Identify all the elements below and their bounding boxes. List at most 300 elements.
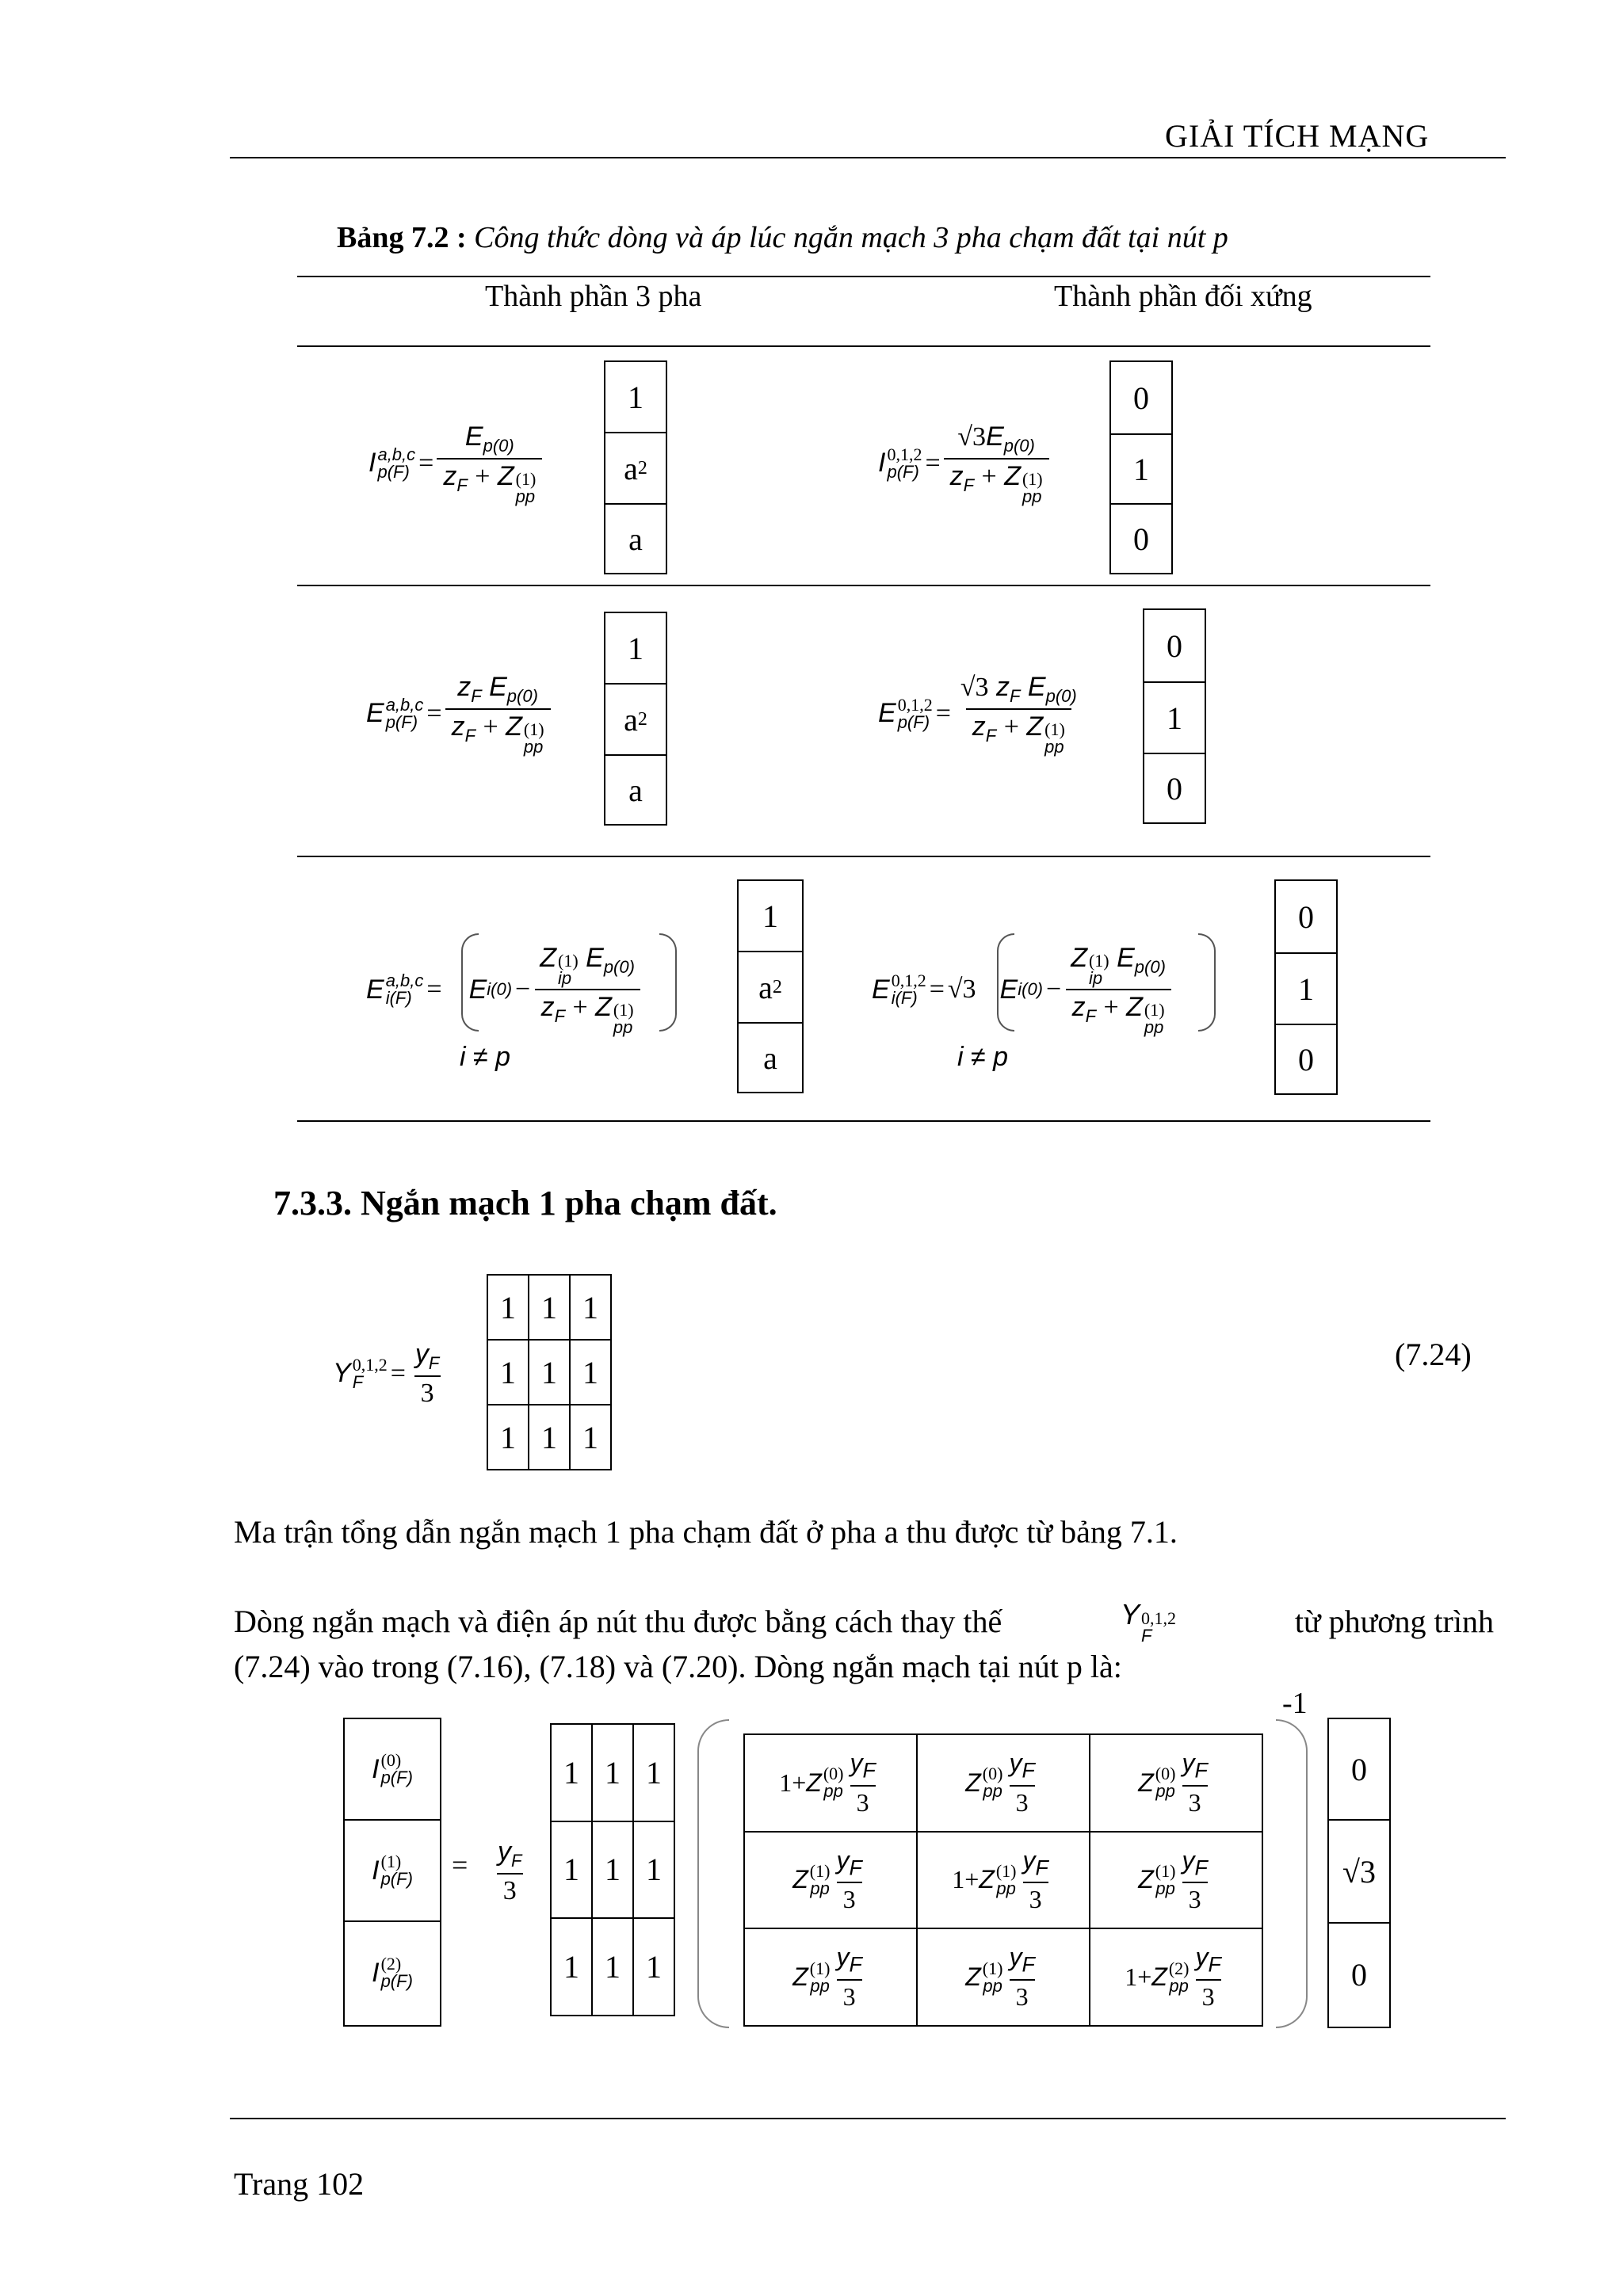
- table-caption-label: Bảng 7.2 :: [337, 221, 467, 254]
- matrix-cell: [744, 1832, 917, 1929]
- eq: =: [418, 448, 434, 478]
- sub-pp: pp: [1144, 1017, 1164, 1037]
- matrix-cell: [917, 1832, 1090, 1929]
- sup-1: (1): [1044, 719, 1065, 739]
- matrix-cell: 1: [592, 1918, 633, 2016]
- sub-F: F: [1208, 1952, 1221, 1977]
- vector-cell: 1: [1276, 954, 1336, 1025]
- left-paren: [461, 933, 479, 1032]
- sup-1: (1): [1088, 951, 1109, 971]
- matrix-cell: 1: [633, 1821, 674, 1919]
- matrix-cell: [1090, 1734, 1262, 1832]
- vector-cell: 0: [1276, 881, 1336, 954]
- sup-abc: a,b,c: [385, 971, 424, 990]
- numerator: [491, 1836, 528, 1873]
- matrix-cell: 1: [529, 1340, 570, 1405]
- sub-F: F: [471, 685, 482, 706]
- one-plus: 1+: [1125, 1962, 1152, 1992]
- sup-012: 0,1,2: [887, 444, 922, 464]
- right-paren: [1198, 933, 1216, 1032]
- sub-i0: i(0): [1018, 979, 1044, 999]
- sub-pp: pp: [810, 1975, 830, 1996]
- plus: +: [475, 461, 491, 491]
- sup-1: (1): [995, 1860, 1017, 1881]
- sub-ip: ip: [558, 968, 572, 988]
- sym-Z: Z: [965, 1962, 981, 1992]
- sup-sub-stack: [1169, 1960, 1190, 1995]
- sup-0: (0): [1155, 1764, 1176, 1784]
- sym-Y: Y: [333, 1358, 351, 1389]
- paragraph-text: từ phương trình: [1294, 1604, 1494, 1639]
- sup-sub-stack: [1155, 1860, 1176, 1898]
- sub-pp: pp: [515, 486, 536, 506]
- plus: +: [483, 711, 498, 742]
- vector-cell-a2: a 2: [605, 685, 666, 756]
- numerator: [954, 672, 1083, 708]
- vector-sym-sqrt3: [1327, 1718, 1391, 2028]
- formula-E-012-pF: [878, 672, 1083, 756]
- numerator: [459, 421, 521, 458]
- paragraph-text: Dòng ngắn mạch và điện áp nút thu được bằng cách thay thế: [234, 1604, 1002, 1639]
- numerator: [1189, 1943, 1227, 1978]
- matrix-cell: [917, 1734, 1090, 1832]
- sup-abc: a,b,c: [377, 444, 416, 464]
- vector-cell: 0: [1111, 362, 1171, 435]
- sym-y: y: [1009, 1943, 1022, 1972]
- numerator: [1016, 1846, 1054, 1882]
- formula-E-abc-iF: [366, 943, 641, 1036]
- sub-F: F: [963, 475, 975, 495]
- sup-sub-stack: [381, 1955, 413, 1990]
- minus: −: [515, 974, 531, 1004]
- eq: =: [390, 1358, 406, 1388]
- sub-pp: pp: [613, 1017, 633, 1037]
- formula-I-012-pF: [878, 421, 1049, 505]
- matrix-cell: 1: [487, 1275, 529, 1340]
- sub-pp: pp: [1155, 1878, 1175, 1898]
- fraction-yF-3: [491, 1836, 528, 1906]
- condition-i-ne-p: i ≠ p: [957, 1042, 1009, 1072]
- sym-Y: Y: [1121, 1598, 1140, 1630]
- vector-cell: 0: [1351, 1956, 1367, 1993]
- vector-cell: 0: [1167, 770, 1182, 807]
- formula-E-abc-pF: [366, 672, 551, 756]
- vector-cell: 0: [1144, 610, 1205, 683]
- sym-Z: Z: [806, 1768, 822, 1797]
- sub-p0: p(0): [1045, 685, 1077, 706]
- sym-Z: Z: [979, 1865, 995, 1894]
- plus: +: [981, 461, 997, 491]
- sub-F: F: [1085, 1005, 1097, 1026]
- vector-cell: a: [763, 1039, 777, 1076]
- sup-1: (1): [380, 1852, 402, 1871]
- right-paren: [659, 933, 677, 1032]
- row-rule: [297, 585, 1430, 586]
- one-plus: 1+: [779, 1768, 807, 1797]
- sup-1: (1): [982, 1958, 1003, 1978]
- denominator: 3: [1196, 1979, 1221, 2012]
- sub-F: F: [1194, 1758, 1208, 1783]
- numerator: [843, 1749, 881, 1784]
- sup-sub-stack: [995, 1860, 1017, 1898]
- vector-cell: [345, 1922, 440, 2023]
- col-header-symmetric: Thành phần đối xứng: [1054, 280, 1312, 313]
- denominator: 3: [1010, 1785, 1035, 1817]
- equation-number: (7.24): [1395, 1337, 1472, 1372]
- sub-pp: pp: [1169, 1975, 1189, 1996]
- sub-F: F: [1141, 1626, 1152, 1646]
- fraction: [1175, 1846, 1213, 1914]
- vector-sym: [1143, 608, 1206, 824]
- denominator: 3: [850, 1785, 876, 1817]
- eq: =: [426, 698, 442, 728]
- vector-cell: 1: [605, 613, 666, 685]
- fraction: [843, 1749, 881, 1817]
- fraction: [409, 1339, 445, 1409]
- paragraph: [234, 1598, 1494, 1645]
- numerator: [951, 421, 1041, 458]
- sym-z: z: [949, 460, 964, 491]
- sub-pp: pp: [523, 736, 544, 757]
- sym-y: y: [850, 1749, 863, 1778]
- numerator: [830, 1846, 868, 1882]
- denominator: 3: [497, 1873, 523, 1906]
- matrix-cell: 1: [633, 1918, 674, 2016]
- sup-2: (2): [1168, 1958, 1190, 1978]
- inline-Y-F: [1121, 1598, 1176, 1645]
- numerator: [830, 1943, 868, 1978]
- paragraph: Ma trận tổng dẫn ngắn mạch 1 pha chạm đất ở pha a thu được từ bảng 7.1.: [234, 1514, 1178, 1550]
- sup-2: (2): [380, 1954, 402, 1974]
- denominator: 3: [1182, 1882, 1208, 1914]
- sym-E: E: [464, 421, 483, 452]
- sym-I: I: [878, 448, 886, 479]
- vector-cell: 1: [605, 362, 666, 433]
- matrix-cell: 1: [551, 1918, 592, 2016]
- fraction: [1002, 1943, 1041, 2011]
- sym-y: y: [1022, 1845, 1036, 1875]
- matrix-cell: 1: [529, 1405, 570, 1470]
- vector-abc: [604, 612, 667, 826]
- fraction: [1002, 1749, 1041, 1817]
- sup-sub-stack: [810, 1960, 831, 1995]
- matrix-cell: [1090, 1928, 1262, 2026]
- sub-F: F: [511, 1850, 522, 1871]
- sym-Z: Z: [540, 943, 557, 973]
- sup-sub-stack: [1022, 468, 1043, 506]
- sup-1: (1): [558, 951, 579, 971]
- fraction: [445, 672, 551, 756]
- sup-sub-stack: [386, 972, 424, 1007]
- sup-sub-stack: [353, 1356, 388, 1391]
- sub-F: F: [849, 1855, 862, 1880]
- denominator: 3: [837, 1882, 862, 1914]
- sub-pF: p(F): [377, 461, 410, 482]
- sub-pp: pp: [1155, 1781, 1175, 1802]
- vector-cell: 0: [1133, 521, 1149, 557]
- vector-cell: 1: [1111, 435, 1171, 505]
- sym-E: E: [586, 943, 604, 973]
- sub-F: F: [464, 725, 476, 746]
- sup-sub-stack: [1155, 1765, 1176, 1800]
- sym-y: y: [1009, 1749, 1022, 1778]
- sup-1: (1): [523, 719, 544, 739]
- sup-1: (1): [515, 468, 537, 489]
- sub-pp: pp: [983, 1781, 1002, 1802]
- big-right-paren: [1276, 1719, 1308, 2028]
- sym-Z: Z: [1151, 1962, 1167, 1992]
- sub-pp: pp: [996, 1878, 1016, 1898]
- running-header: GIẢI TÍCH MẠNG: [1165, 118, 1430, 154]
- sup-sub-stack: [898, 696, 933, 731]
- denominator: [437, 458, 542, 505]
- sub-ip: ip: [1088, 968, 1103, 988]
- sym-Z: Z: [792, 1962, 808, 1992]
- sup-0: (0): [982, 1764, 1003, 1784]
- table-header-rule: [297, 345, 1430, 347]
- matrix-cell: 1: [570, 1275, 611, 1340]
- sup-sub-stack: [524, 721, 544, 756]
- header-rule: [230, 157, 1506, 158]
- col-header-three-phase: Thành phần 3 pha: [485, 280, 702, 313]
- vector-cell-a2: a 2: [605, 433, 666, 505]
- paragraph: (7.24) vào trong (7.16), (7.18) và (7.20). Dòng ngắn mạch tại nút p là:: [234, 1649, 1122, 1684]
- sym-I: I: [372, 1957, 380, 1988]
- sym-y: y: [1182, 1749, 1195, 1778]
- sup-sub-stack: [809, 1860, 831, 1898]
- sub-F: F: [1022, 1758, 1035, 1783]
- sqrt3: √3: [957, 422, 987, 452]
- matrix-cell: 1: [633, 1724, 674, 1821]
- current-vector: [343, 1718, 441, 2027]
- eq: =: [929, 974, 945, 1004]
- denominator: [1066, 989, 1171, 1036]
- sup-1: (1): [1022, 468, 1043, 489]
- fraction: [491, 1836, 528, 1906]
- sup-012: 0,1,2: [352, 1354, 388, 1375]
- numerator: [1175, 1749, 1213, 1784]
- ones-matrix: [487, 1274, 612, 1470]
- vector-cell: a: [628, 521, 643, 557]
- sup-0: (0): [823, 1764, 844, 1784]
- sym-z: z: [457, 672, 472, 702]
- sup-sub-stack: [1144, 1001, 1165, 1036]
- sup-sub-stack: [983, 1960, 1003, 1995]
- sub-F: F: [1035, 1855, 1048, 1880]
- sym-Z: Z: [965, 1768, 981, 1797]
- formula-E-012-iF: [872, 943, 1172, 1036]
- numerator: [533, 943, 641, 989]
- fraction: [437, 421, 542, 505]
- fraction: [1064, 943, 1172, 1036]
- sym-E: E: [1027, 672, 1046, 702]
- sub-F: F: [1194, 1855, 1208, 1880]
- sym-z: z: [1071, 992, 1086, 1022]
- sub-F: F: [428, 1352, 440, 1373]
- matrix-cell: [744, 1734, 917, 1832]
- sym-Z: Z: [1126, 992, 1143, 1022]
- sub-F: F: [352, 1371, 364, 1392]
- sup-sub-stack: [515, 468, 537, 506]
- sup-abc: a,b,c: [385, 694, 424, 715]
- denominator: [944, 458, 1049, 505]
- sym-z: z: [451, 711, 465, 742]
- formula-Y-F: [333, 1339, 445, 1409]
- vector-cell-a2: a 2: [739, 952, 802, 1024]
- sym-Z: Z: [595, 992, 612, 1022]
- sup-sub-stack: [386, 696, 424, 731]
- footer-rule: [230, 2118, 1506, 2119]
- denominator: [445, 708, 551, 756]
- sym-y: y: [1182, 1845, 1195, 1875]
- sym-E: E: [366, 974, 384, 1005]
- fraction: [830, 1943, 868, 2011]
- sym-Z: Z: [1138, 1768, 1154, 1797]
- sup-sub-stack: [823, 1765, 844, 1800]
- matrix-cell: 1: [592, 1821, 633, 1919]
- row-rule: [297, 856, 1430, 857]
- sub-iF: i(F): [385, 988, 412, 1008]
- sup-sub-stack: [1089, 952, 1109, 987]
- sym-y: y: [414, 1339, 429, 1369]
- sup-sub-stack: [1141, 1610, 1176, 1645]
- sup-sub-stack: [558, 952, 579, 987]
- sub-pF: p(F): [385, 711, 418, 732]
- sym-Z: Z: [792, 1865, 808, 1894]
- sup-sub-stack: [377, 446, 415, 481]
- fraction: [1016, 1846, 1054, 1914]
- plus: +: [1003, 711, 1019, 742]
- sym-Z: Z: [506, 711, 522, 742]
- sym-Z: Z: [497, 460, 514, 491]
- sub-F: F: [862, 1758, 876, 1783]
- sup-sub-stack: [381, 1853, 413, 1888]
- sup-012: 0,1,2: [897, 694, 933, 715]
- sym-y: y: [498, 1836, 511, 1867]
- fraction: [830, 1846, 868, 1914]
- sub-i0: i(0): [487, 979, 513, 999]
- sup-sub-stack: [613, 1001, 634, 1036]
- fraction: [954, 672, 1083, 756]
- vector-abc: [604, 360, 667, 574]
- matrix-cell: 1: [551, 1724, 592, 1821]
- table-caption-text: Công thức dòng và áp lúc ngắn mạch 3 pha chạm đất tại nút p: [474, 221, 1228, 254]
- matrix-cell: 1: [570, 1340, 611, 1405]
- vector-sym: [1274, 879, 1338, 1095]
- matrix-cell: 1: [551, 1821, 592, 1919]
- sqrt3: √3: [960, 673, 989, 702]
- page-number: Trang 102: [234, 2166, 365, 2202]
- sub-F: F: [985, 725, 997, 746]
- sub-p0: p(0): [1003, 435, 1035, 456]
- vector-cell: 1: [739, 881, 802, 952]
- denominator: [535, 989, 640, 1036]
- vector-cell: 0: [1329, 1719, 1389, 1821]
- sup-sub-stack: [983, 1765, 1003, 1800]
- matrix-cell: 1: [487, 1405, 529, 1470]
- plus: +: [1103, 993, 1119, 1022]
- sym-z: z: [996, 672, 1010, 702]
- inverse-exponent: -1: [1282, 1687, 1308, 1720]
- sup-sub-stack: [381, 1752, 413, 1787]
- sub-p0: p(0): [506, 685, 538, 706]
- sym-z: z: [540, 992, 555, 1022]
- numerator: [1002, 1943, 1041, 1978]
- sqrt3: √3: [947, 974, 976, 1004]
- sym-z: z: [443, 460, 457, 491]
- sym-E: E: [986, 421, 1004, 452]
- sub-F: F: [1022, 1952, 1035, 1977]
- vector-cell: [345, 1719, 440, 1821]
- fraction: [1175, 1749, 1213, 1817]
- denominator: 3: [1023, 1882, 1048, 1914]
- sup-1: (1): [1155, 1860, 1176, 1881]
- vector-abc: [737, 879, 804, 1093]
- sym-Z: Z: [1138, 1865, 1154, 1894]
- sym-y: y: [836, 1845, 850, 1875]
- sym-Z: Z: [1026, 711, 1044, 742]
- eq: =: [935, 698, 951, 728]
- sup-sub-stack: [892, 972, 926, 1007]
- numerator: [1064, 943, 1172, 989]
- sub-pp: pp: [810, 1878, 830, 1898]
- sym-E: E: [999, 974, 1018, 1005]
- sub-p0: p(0): [603, 956, 635, 977]
- fraction: [944, 421, 1049, 505]
- matrix-cell: 1: [570, 1405, 611, 1470]
- sub-pF: p(F): [380, 1768, 413, 1787]
- sym-E: E: [489, 672, 507, 702]
- sup-1: (1): [809, 1958, 831, 1978]
- sym-Z: Z: [1071, 943, 1087, 973]
- minus: −: [1046, 974, 1062, 1004]
- sub-pp: pp: [1044, 736, 1064, 757]
- matrix-cell: 1: [592, 1724, 633, 1821]
- sym-E: E: [878, 698, 896, 729]
- sub-p0: p(0): [1134, 956, 1166, 977]
- fraction: [533, 943, 641, 1036]
- eq-sign: =: [452, 1849, 468, 1881]
- formula-I-abc-pF: [369, 421, 542, 505]
- sub-pF: p(F): [897, 711, 930, 732]
- sub-pF: p(F): [380, 1971, 413, 1991]
- sym-E: E: [366, 698, 384, 729]
- denominator: 3: [414, 1375, 441, 1409]
- sup-1: (1): [1144, 1000, 1165, 1020]
- plus: +: [572, 993, 588, 1022]
- ones-matrix: [550, 1723, 675, 2016]
- section-title: 7.3.3. Ngắn mạch 1 pha chạm đất.: [273, 1184, 777, 1222]
- sub-F: F: [554, 1005, 566, 1026]
- sym-z: z: [972, 711, 986, 742]
- vector-cell: a: [628, 772, 643, 808]
- vector-cell: [345, 1821, 440, 1922]
- vector-cell: 1: [1144, 683, 1205, 754]
- matrix-cell: [917, 1928, 1090, 2026]
- impedance-matrix: [743, 1733, 1263, 2027]
- vector-cell: 0: [1298, 1041, 1314, 1077]
- vector-cell: √3: [1329, 1821, 1389, 1924]
- matrix-cell: 1: [487, 1340, 529, 1405]
- sym-y: y: [836, 1943, 850, 1972]
- matrix-cell: [1090, 1832, 1262, 1929]
- denominator: [966, 708, 1071, 756]
- fraction: [1189, 1943, 1227, 2011]
- matrix-cell: 1: [529, 1275, 570, 1340]
- sym-E: E: [1117, 943, 1135, 973]
- numerator: [1002, 1749, 1041, 1784]
- table-bottom-rule: [297, 1120, 1430, 1122]
